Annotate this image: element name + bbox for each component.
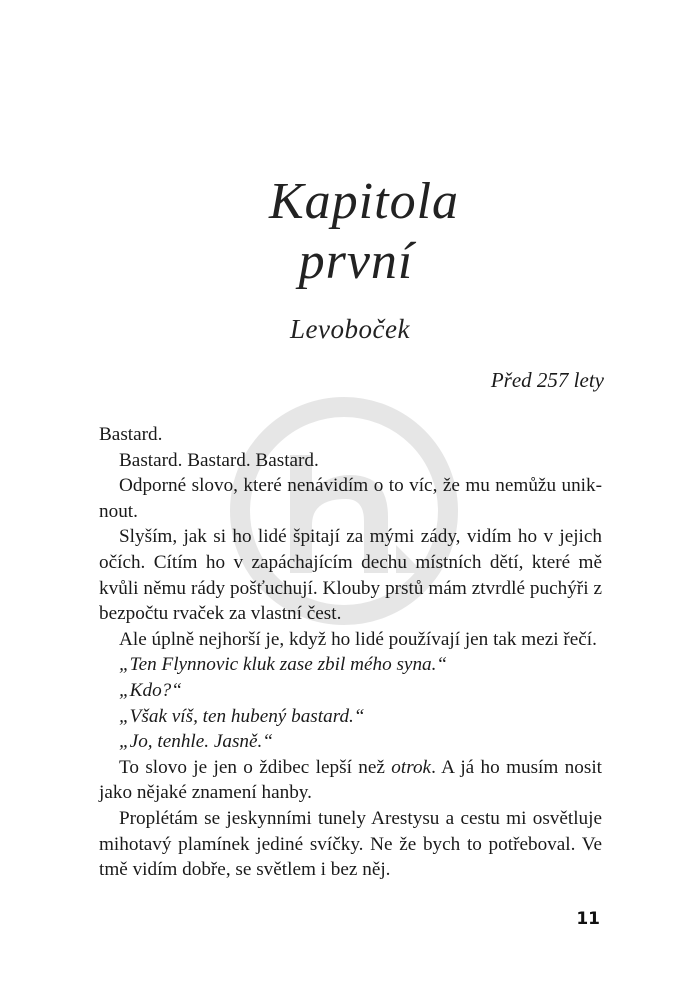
chapter-title-line1: Kapitola [268,173,460,230]
dialogue-line: „Kdo?“ [119,679,182,701]
chapter-title-line2: první [298,233,414,290]
chapter-body [99,422,602,883]
dialogue-line: „Jo, tenhle. Jasně.“ [119,731,274,753]
dialogue-line: „Ten Flynnovic kluk zase zbil mého syna.“ [119,654,448,676]
dialogue-line: „Však víš, ten hubený bastard.“ [119,705,365,727]
timeline-note: Před 257 lety [490,368,604,392]
paragraph: Bastard. [99,424,163,445]
paragraph: Proplétám se jeskynními tunely Arestysu a cestu mi osvětluje mihotavý plamínek jediné svíčky. Ne že bych to potřeboval. Ve tmě vidím dobře, se světlem i bez něj. [99,807,602,881]
chapter-subtitle: Levoboček [290,314,410,344]
page-number: 11 [576,909,600,929]
paragraph-text: . A já ho musím nosit jako nějaké znamení hanby. [99,756,602,804]
emphasis-word: otrok [391,756,432,778]
paragraph: Odporné slovo, které nenávidím o to víc, že mu nemůžu uniknout. [99,475,602,522]
paragraph: Slyším, jak si ho lidé špitají za mými zády, vidím ho v jejich očích. Cítím ho v zapáchajícím dechu místních dětí, které mě kvůli němu rády pošťuchují. Klouby prstů mám ztvrdlé puchýři z bezpočtu rvaček za vlastní čest. [99,526,602,625]
paragraph [99,755,602,806]
paragraph: Bastard. Bastard. Bastard. [119,449,319,471]
paragraph: Ale úplně nejhorší je, když ho lidé používají jen tak mezi řečí. [119,628,597,650]
paragraph-text: To slovo je jen o ždibec lepší než [119,756,392,778]
